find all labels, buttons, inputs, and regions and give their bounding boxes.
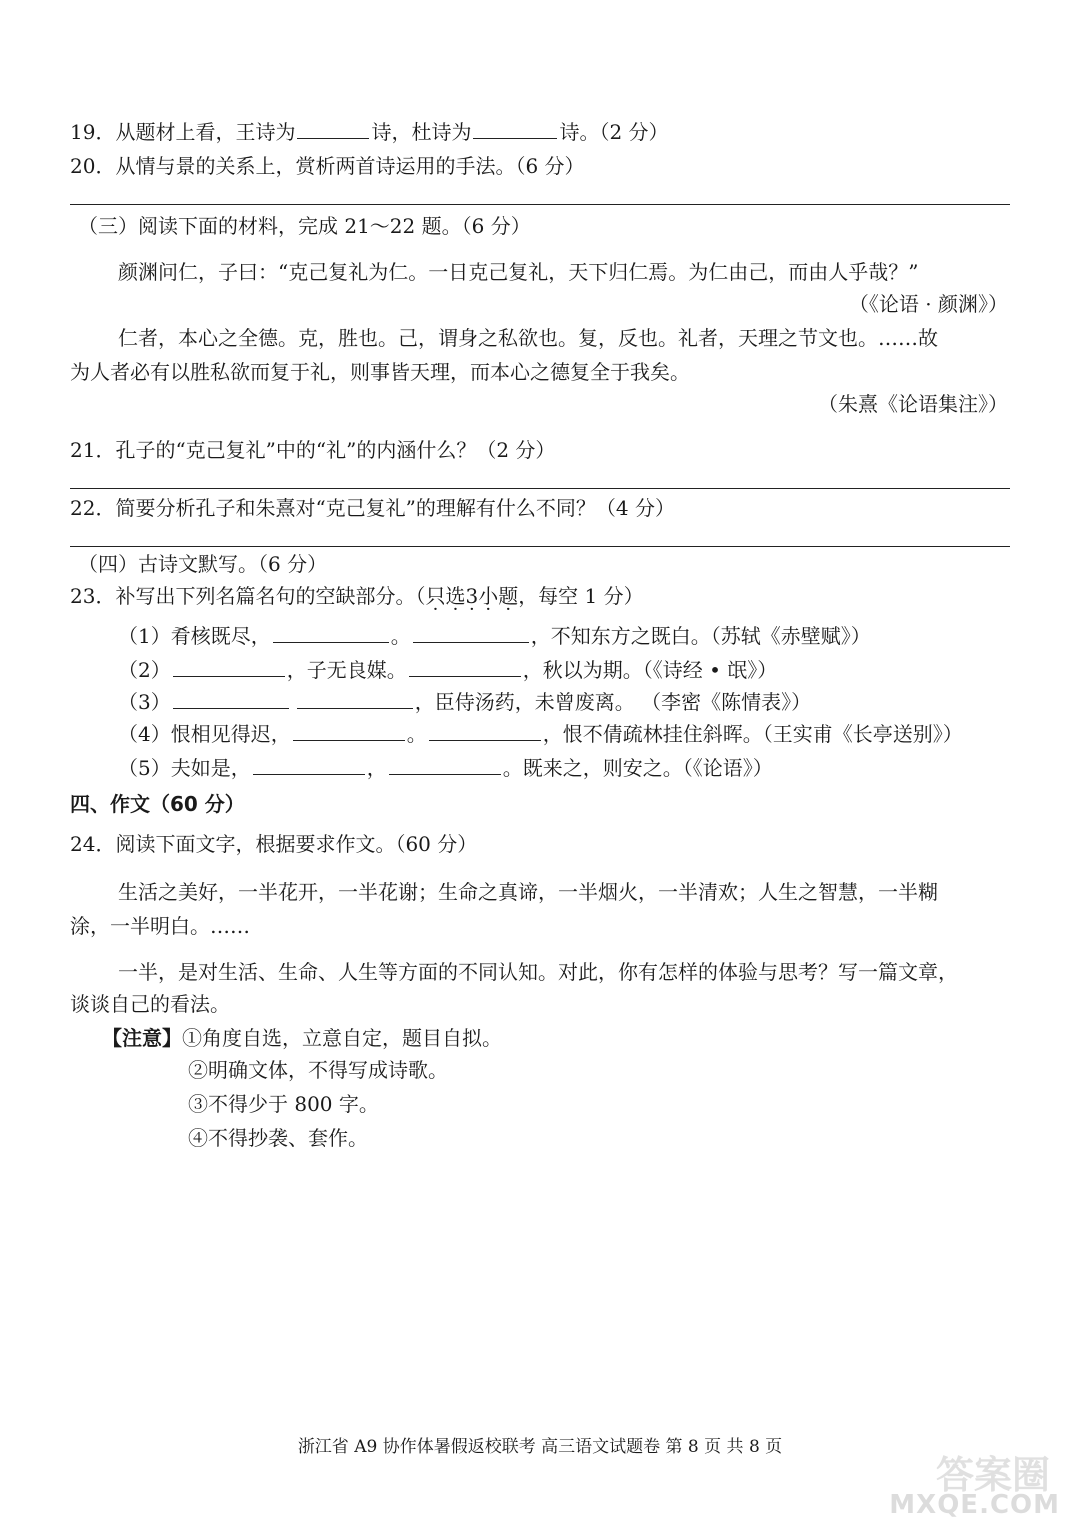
q23-text-a: 23．补写出下列名篇名句的空缺部分。（: [70, 584, 426, 608]
prompt-paragraph-1-line-1: 生活之美好，一半花开，一半花谢；生命之真谛，一半烟火，一半清欢；人生之智慧，一半糊: [118, 880, 938, 904]
fill-item-3: [118, 688, 811, 716]
item-text: （4）恨相见得迟，: [118, 722, 291, 746]
answer-line[interactable]: [70, 546, 1010, 547]
q19-text-b: 诗，杜诗为: [371, 120, 472, 144]
answer-blank[interactable]: [297, 688, 413, 709]
note-item: ④不得抄袭、套作。: [188, 1126, 368, 1150]
emphasis-char: 小: [478, 584, 499, 608]
item-text: ，恨不倩疏林挂住斜晖。（王实甫《长亭送别》）: [542, 722, 963, 746]
item-text: 。: [390, 624, 411, 648]
item-text: ，子无良媒。: [286, 658, 407, 682]
item-text: （1）肴核既尽，: [118, 624, 271, 648]
material-2-line-1: 仁者，本心之全德。克，胜也。己，谓身之私欲也。复，反也。礼者，天理之节文也。……故: [118, 326, 938, 350]
question-20: 20．从情与景的关系上，赏析两首诗运用的手法。（6 分）: [70, 154, 585, 178]
answer-blank[interactable]: [409, 656, 521, 677]
watermark-text: MXQE.COM: [889, 1490, 1060, 1520]
answer-blank[interactable]: [273, 622, 389, 643]
answer-line[interactable]: [70, 488, 1010, 489]
answer-blank[interactable]: [293, 720, 405, 741]
answer-blank[interactable]: [173, 656, 285, 677]
fill-item-5: [118, 754, 773, 782]
note-row-1: [102, 1024, 502, 1052]
material-2-line-2: 为人者必有以胜私欲而复于礼，则事皆天理，而本心之德复全于我矣。: [70, 360, 690, 384]
note-item: ②明确文体，不得写成诗歌。: [188, 1058, 448, 1082]
q19-text-a: 19．从题材上看，王诗为: [70, 120, 296, 144]
emphasis-char: 3 ·: [465, 584, 478, 608]
prompt-paragraph-2-line-1: 一半，是对生活、生命、人生等方面的不同认知。对此，你有怎样的体验与思考？写一篇文章，: [118, 960, 958, 984]
prompt-paragraph-2-line-2: 谈谈自己的看法。: [70, 992, 230, 1016]
fill-item-2: [118, 656, 777, 684]
question-22: 22．简要分析孔子和朱熹对“克己复礼”的理解有什么不同？（4 分）: [70, 496, 675, 520]
note-item: ①角度自选，立意自定，题目自拟。: [182, 1026, 502, 1050]
page-footer: 浙江省 A9 协作体暑假返校联考 高三语文试题卷 第 8 页 共 8 页: [297, 1437, 783, 1457]
watermark: [889, 1440, 1060, 1520]
emphasis-char: 题: [498, 584, 519, 608]
material-2-source: （朱熹《论语集注》）: [818, 392, 1008, 416]
answer-blank[interactable]: [429, 720, 541, 741]
fill-item-4: [118, 720, 963, 748]
section-writing-heading: 四、作文（60 分）: [70, 792, 245, 816]
answer-blank[interactable]: [173, 688, 289, 709]
material-1: 颜渊问仁，子曰：“克己复礼为仁。一日克己复礼，天下归仁焉。为仁由己，而由人乎哉？”: [118, 260, 919, 284]
note-label: 【注意】: [102, 1026, 182, 1050]
question-21: 21．孔子的“克己复礼”中的“礼”的内涵什么？（2 分）: [70, 438, 556, 462]
q19-text-c: 诗。（2 分）: [559, 120, 669, 144]
answer-blank[interactable]: [413, 622, 529, 643]
question-19: [70, 118, 669, 146]
item-text: ，不知东方之既白。（苏轼《赤壁赋》）: [530, 624, 871, 648]
section-3-heading: （三）阅读下面的材料，完成 21～22 题。（6 分）: [78, 214, 531, 238]
material-1-source: （《论语 · 颜渊》）: [848, 292, 1008, 316]
answer-blank[interactable]: [297, 118, 369, 139]
answer-line[interactable]: [70, 204, 1010, 205]
emphasis-char: 只: [425, 584, 446, 608]
item-text: ，秋以为期。（《诗经 • 氓》）: [522, 658, 778, 682]
answer-blank[interactable]: [389, 754, 501, 775]
note-item: ③不得少于 800 字。: [188, 1092, 379, 1116]
item-text: （2）: [118, 658, 171, 682]
fill-item-1: [118, 622, 871, 650]
question-24: 24．阅读下面文字，根据要求作文。（60 分）: [70, 832, 478, 856]
item-text: （5）夫如是，: [118, 756, 251, 780]
item-text: 。既来之，则安之。（《论语》）: [502, 756, 773, 780]
item-text: ，: [366, 756, 387, 780]
item-text: 。: [406, 722, 427, 746]
watermark-logo: 答案圈: [935, 1453, 1050, 1497]
answer-blank[interactable]: [473, 118, 557, 139]
prompt-paragraph-1-line-2: 涂，一半明白。……: [70, 914, 250, 938]
q23-text-b: ，每空 1 分）: [518, 584, 644, 608]
question-23: [70, 582, 644, 610]
emphasis-char: 选: [445, 584, 466, 608]
item-text: ，臣侍汤药，未曾废离。 （李密《陈情表》）: [414, 690, 812, 714]
item-text: （3）: [118, 690, 171, 714]
answer-blank[interactable]: [253, 754, 365, 775]
section-4-heading: （四）古诗文默写。（6 分）: [78, 552, 328, 576]
